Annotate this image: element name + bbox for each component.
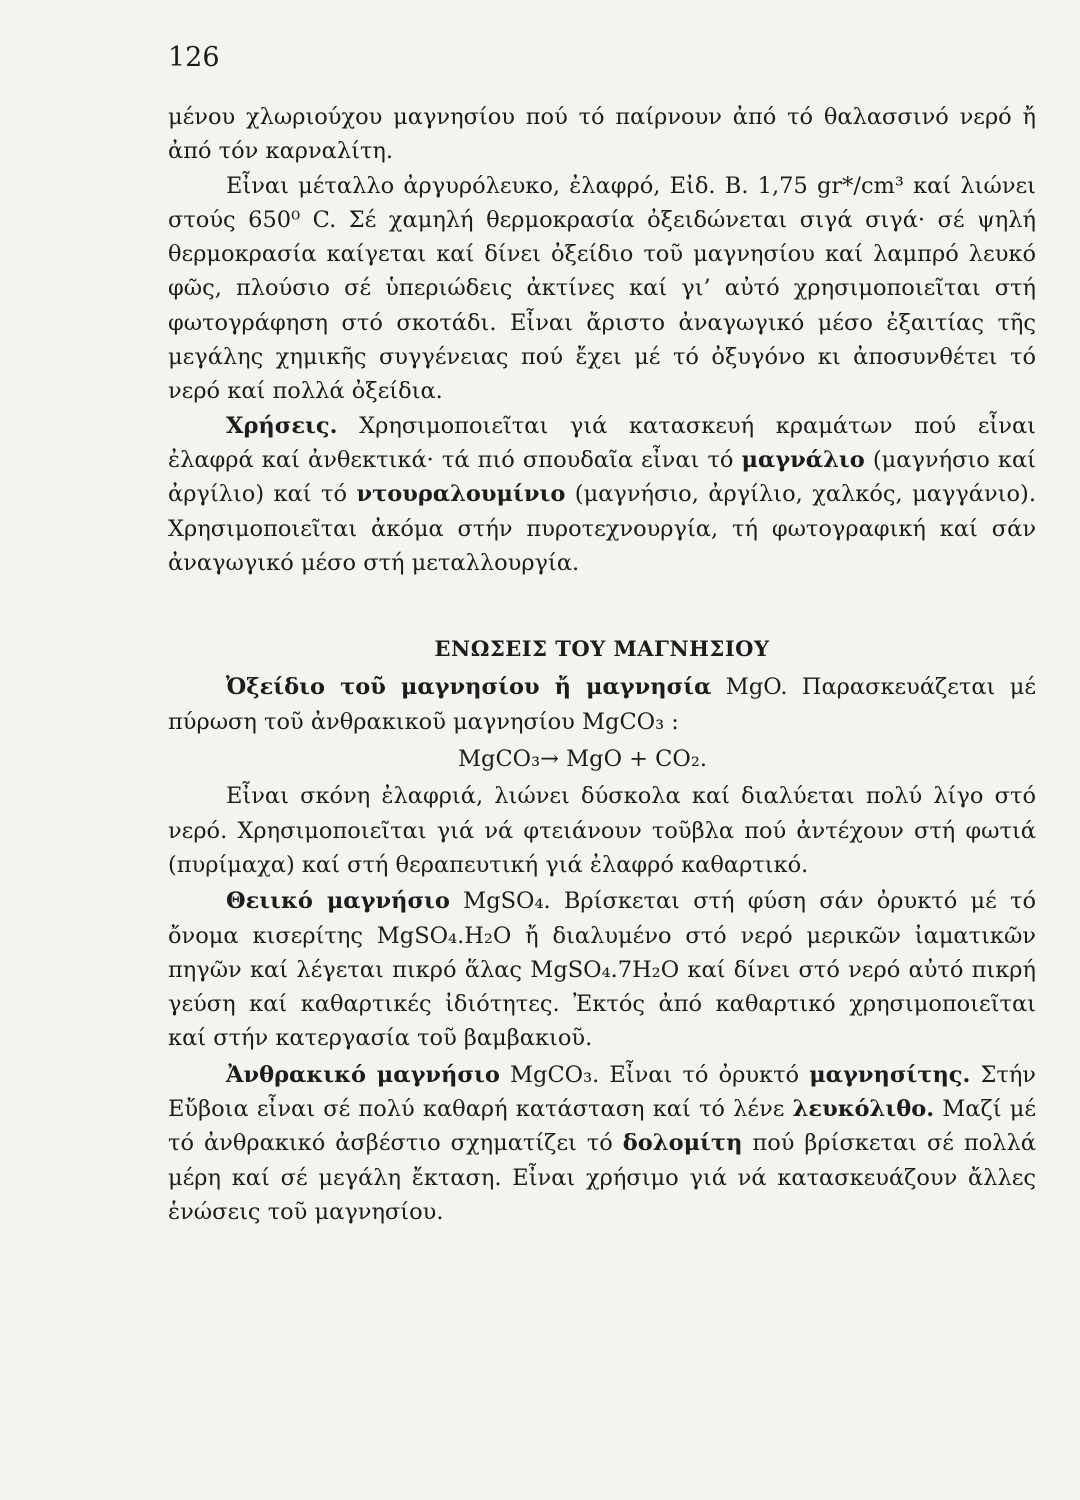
paragraph-continuation: μένου χλωριούχου μαγνησίου πού τό παίρνουν ἀπό τό θαλασσινό νερό ἤ ἀπό τόν καρναλίτη. (168, 104, 1036, 165)
paragraph-uses (168, 409, 1036, 580)
uses-lead: Χρήσεις. (226, 412, 338, 439)
paragraph-properties: Εἶναι μέταλλο ἀργυρόλευκο, ἐλαφρό, Εἰδ. Β. 1,75 gr*/cm³ καί λιώνει στούς 650⁰ C. Σέ χαμηλή θερμοκρασία ὀξειδώνεται σιγά σιγά· σέ ψηλή θερμοκρασία καίγεται καί δίνει ὀξείδιο τοῦ μαγνησίου καί λαμπρό λευκό φῶς, πλούσιο σέ ὑπεριώδεις ἀκτίνες καί γι’ αὐτό χρησιμοποιεῖται στή φωτογράφηση στό σκοτάδι. Εἶναι ἄριστο ἀναγωγικό μέσο ἐξαιτίας τῆς μεγάλης χημικῆς συγγένειας πού ἔχει μέ τό ὀξυγόνο κι ἀποσυνθέτει τό νερό καί πολλά ὀξείδια. (168, 172, 1036, 405)
leukolith-term: λευκόλιθο. (792, 1096, 935, 1123)
carbonate-text-1: MgCO₃. Εἶναι τό ὀρυκτό (499, 1061, 810, 1088)
carbonate-text-3: Μαζί μέ τό ἀνθρακικό ἀσβέστιο σχηματίζει τό (168, 1096, 1036, 1157)
page-body (168, 100, 1036, 1229)
carbonate-lead: Ἀνθρακικό μαγνήσιο (226, 1061, 500, 1088)
magnesite-term: μαγνησίτης. (809, 1061, 971, 1088)
duralumin-term: ντουραλουμίνιο (356, 481, 566, 508)
uses-text-1: Χρησιμοποιεῖται γιά κατασκευή κραμάτων πού εἶναι ἐλαφρά καί ἀνθεκτικά· τά πιό σπουδαῖα εἶναι τό (168, 412, 1036, 473)
paragraph-sulfate (168, 884, 1036, 1055)
carbonate-text-2: Στήν Εὔβοια εἶναι σέ πολύ καθαρή κατάσταση καί τό λένε (168, 1061, 1036, 1123)
carbonate-text-4: πού βρίσκεται σέ πολλά μέρη καί σέ μεγάλη ἔκταση. Εἶναι χρήσιμο γιά νά κατασκευάζουν ἄλλες ἑνώσεις τοῦ μαγνησίου. (168, 1130, 1036, 1225)
paragraph-oxide (168, 670, 1036, 739)
magnalium-term: μαγνάλιο (741, 446, 865, 473)
dolomite-term: δολομίτη (622, 1130, 743, 1157)
section-heading: ΕΝΩΣΕΙΣ ΤΟΥ ΜΑΓΝΗΣΙΟΥ (434, 636, 770, 662)
page-number: 126 (168, 42, 220, 73)
uses-text-3: (μαγνήσιο, ἀργίλιο, χαλκός, μαγγάνιο). Χρησιμοποιεῖται ἀκόμα στήν πυροτεχνουργία, τή φωτογραφική καί σάν ἀναγωγικό μέσο στή μεταλλουργία. (168, 481, 1036, 576)
oxide-equation: MgCO₃→ MgO + CO₂. (458, 746, 708, 773)
oxide-lead: Ὀξείδιο τοῦ μαγνησίου ἤ μαγνησία (226, 674, 712, 701)
uses-text-2: (μαγνήσιο καί ἀργίλιο) καί τό (168, 446, 1037, 508)
sulfate-text: MgSO₄. Βρίσκεται στή φύση σάν ὀρυκτό μέ τό ὄνομα κισερίτης MgSO₄.H₂O ἤ διαλυμένο στό νερό μερικῶν ἰαματικῶν πηγῶν καί λέγεται πικρό ἅλας MgSO₄.7H₂O καί δίνει στό νερό αὐτό πικρή γεύση καί καθαρτικές ἰδιότητες. Ἐκτός ἀπό καθαρτικό χρησιμοποιεῖται καί στήν κατεργασία τοῦ βαμβακιοῦ. (168, 888, 1036, 1052)
oxide-text: MgO. Παρασκευάζεται μέ πύρωση τοῦ ἀνθρακικοῦ μαγνησίου MgCO₃ : (168, 674, 1036, 735)
sulfate-lead: Θειικό μαγνήσιο (226, 888, 450, 915)
paragraph-carbonate (168, 1058, 1036, 1229)
paragraph-oxide-description: Εἶναι σκόνη ἐλαφριά, λιώνει δύσκολα καί διαλύεται πολύ λίγο στό νερό. Χρησιμοποιεῖται γιά νά φτειάνουν τοῦβλα πού ἀντέχουν στή φωτιά (πυρίμαχα) καί στή θεραπευτική γιά ἐλαφρό καθαρτικό. (168, 783, 1036, 878)
